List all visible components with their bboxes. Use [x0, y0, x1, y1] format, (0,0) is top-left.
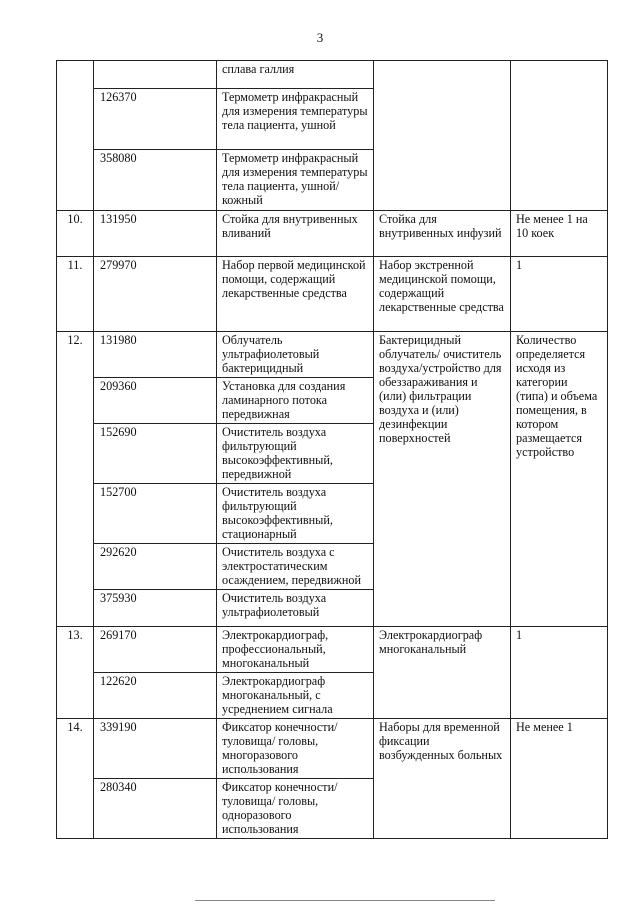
product-name: Фиксатор конечности/туловища/ головы, одноразового использования [217, 779, 374, 839]
page-bottom-line [195, 900, 495, 901]
product-name: Термометр инфракрасный для измерения температуры тела пациента, ушной [217, 89, 374, 150]
product-name: Электрокардиограф, профессиональный, многоканальный [217, 627, 374, 673]
equipment-group: Стойка для внутривенных инфузий [374, 211, 511, 257]
product-code: 152700 [94, 484, 217, 544]
table-row [57, 211, 608, 257]
product-name: Стойка для внутривенных вливаний [217, 211, 374, 257]
required-quantity: Количество определяется исходя из категории (типа) и объема помещения, в котором размещается устройство [511, 332, 608, 627]
product-name: Термометр инфракрасный для измерения температуры тела пациента, ушной/кожный [217, 150, 374, 211]
row-number: 14. [57, 719, 94, 839]
equipment-group: Наборы для временной фиксации возбужденных больных [374, 719, 511, 839]
page-number: 3 [316, 30, 324, 45]
product-name: Очиститель воздуха ультрафиолетовый [217, 590, 374, 627]
table-row [57, 719, 608, 779]
row-number: 12. [57, 332, 94, 627]
row-number: 11. [57, 257, 94, 332]
product-name: Установка для создания ламинарного потока передвижная [217, 378, 374, 424]
product-name: Фиксатор конечности/туловища/ головы, многоразового использования [217, 719, 374, 779]
product-code: 375930 [94, 590, 217, 627]
product-code: 269170 [94, 627, 217, 673]
required-quantity: 1 [511, 257, 608, 332]
required-quantity: 1 [511, 627, 608, 719]
product-name: Набор первой медицинской помощи, содержащий лекарственные средства [217, 257, 374, 332]
required-quantity [511, 61, 608, 211]
table-row [57, 257, 608, 332]
product-code: 280340 [94, 779, 217, 839]
equipment-group: Электрокардиограф многоканальный [374, 627, 511, 719]
table-row [57, 627, 608, 673]
table-row [57, 61, 608, 89]
product-code: 122620 [94, 673, 217, 719]
product-code: 152690 [94, 424, 217, 484]
product-code: 279970 [94, 257, 217, 332]
row-number: 13. [57, 627, 94, 719]
row-number: 10. [57, 211, 94, 257]
table-row [57, 332, 608, 378]
product-name: Очиститель воздуха с электростатическим осаждением, передвижной [217, 544, 374, 590]
product-code: 131950 [94, 211, 217, 257]
required-quantity: Не менее 1 [511, 719, 608, 839]
product-code [94, 61, 217, 89]
equipment-group: Набор экстренной медицинской помощи, содержащий лекарственные средства [374, 257, 511, 332]
product-code: 126370 [94, 89, 217, 150]
row-number [57, 61, 94, 211]
product-code: 358080 [94, 150, 217, 211]
product-name: Очиститель воздуха фильтрующий высокоэффективный, передвижной [217, 424, 374, 484]
equipment-table [56, 60, 608, 839]
product-name: Облучатель ультрафиолетовый бактерицидный [217, 332, 374, 378]
product-code: 209360 [94, 378, 217, 424]
equipment-group [374, 61, 511, 211]
required-quantity: Не менее 1 на 10 коек [511, 211, 608, 257]
product-name: Электрокардиограф многоканальный, с усреднением сигнала [217, 673, 374, 719]
product-code: 292620 [94, 544, 217, 590]
product-code: 131980 [94, 332, 217, 378]
product-code: 339190 [94, 719, 217, 779]
product-name: Очиститель воздуха фильтрующий высокоэффективный, стационарный [217, 484, 374, 544]
product-name: сплава галлия [217, 61, 374, 89]
equipment-group: Бактерицидный облучатель/ очиститель воздуха/устройство для обеззараживания и (или) фильтрации воздуха и (или) дезинфекции поверхностей [374, 332, 511, 627]
